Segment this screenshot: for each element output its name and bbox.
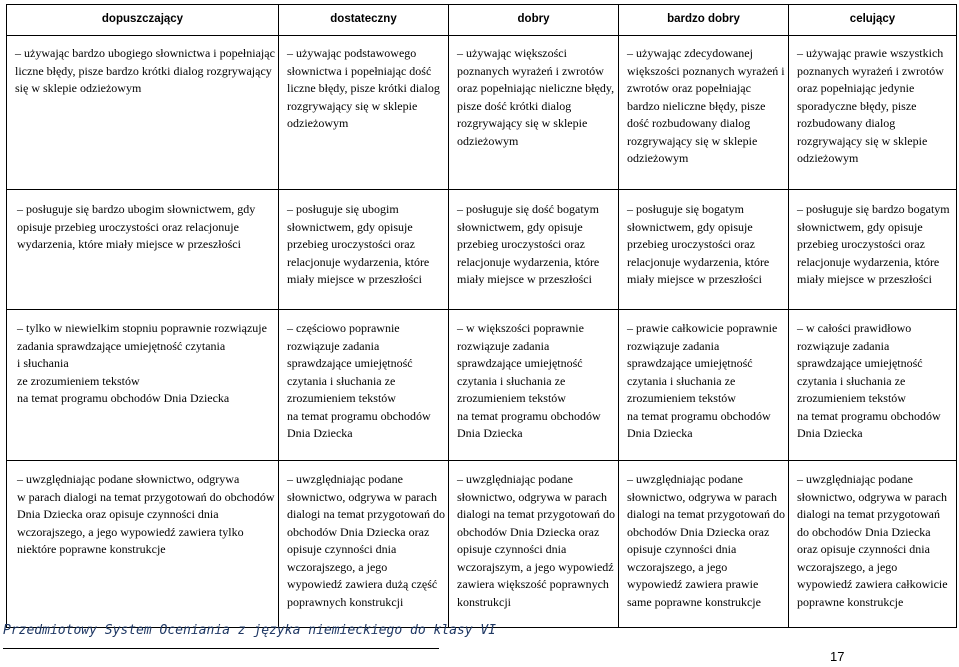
table-row [7,461,957,628]
header-bardzo-dobry: bardzo dobry [619,5,789,36]
criteria-cell: – prawie całkowicie poprawnie rozwiązuje zadania sprawdzające umiejętność czytania i słuchania ze zrozumieniem tekstów na temat programu obchodów Dnia Dziecka [619,310,789,461]
table-row [7,36,957,190]
header-dopuszczajacy: dopuszczający [7,5,279,36]
criteria-cell: – używając bardzo ubogiego słownictwa i popełniając liczne błędy, pisze bardzo krótki dialog rozgrywający się w sklepie odzieżowym [7,36,279,190]
grading-criteria-table [6,4,957,628]
header-celujacy: celujący [789,5,957,36]
criteria-cell: – uwzględniając podane słownictwo, odgrywa w parach dialogi na temat przygotowań do obchodów Dnia Dziecka oraz opisuje czynności dnia wczorajszego, a jego wypowiedź zawiera całkowicie poprawne konstrukcje [789,461,957,628]
header-dostateczny: dostateczny [279,5,449,36]
criteria-cell: – uwzględniając podane słownictwo, odgrywa w parach dialogi na temat przygotowań do obchodów Dnia Dziecka oraz opisuje czynności dnia wczorajszego, a jego wypowiedź zawiera prawie same poprawne konstrukcje [619,461,789,628]
footer-divider [3,648,439,649]
criteria-cell: – posługuje się bardzo bogatym słownictwem, gdy opisuje przebieg uroczystości oraz relacjonuje wydarzenia, które miały miejsce w przeszłości [789,190,957,310]
criteria-cell: – używając zdecydowanej większości poznanych wyrażeń i zwrotów oraz popełniając bardzo nieliczne błędy, pisze dość rozbudowany dialog rozgrywający się w sklepie odzieżowym [619,36,789,190]
criteria-cell: – używając prawie wszystkich poznanych wyrażeń i zwrotów oraz popełniając jedynie sporadyczne błędy, pisze rozbudowany dialog rozgrywający się w sklepie odzieżowym [789,36,957,190]
criteria-cell: – tylko w niewielkim stopniu poprawnie rozwiązuje zadania sprawdzające umiejętność czytania i słuchania ze zrozumieniem tekstów na temat programu obchodów Dnia Dziecka [7,310,279,461]
criteria-cell: – posługuje się dość bogatym słownictwem, gdy opisuje przebieg uroczystości oraz relacjonuje wydarzenia, które miały miejsce w przeszłości [449,190,619,310]
table-row [7,310,957,461]
criteria-cell: – używając podstawowego słownictwa i popełniając dość liczne błędy, pisze krótki dialog rozgrywający się w sklepie odzieżowym [279,36,449,190]
criteria-cell: – posługuje się bogatym słownictwem, gdy opisuje przebieg uroczystości oraz relacjonuje wydarzenia, które miały miejsce w przeszłości [619,190,789,310]
criteria-cell: – uwzględniając podane słownictwo, odgrywa w parach dialogi na temat przygotowań do obchodów Dnia Dziecka oraz opisuje czynności dnia wczorajszego, a jego wypowiedź zawiera dużą część poprawnych konstrukcji [279,461,449,628]
page-number: 17 [830,649,845,664]
criteria-cell: – częściowo poprawnie rozwiązuje zadania sprawdzające umiejętność czytania i słuchania ze zrozumieniem tekstów na temat programu obchodów Dnia Dziecka [279,310,449,461]
criteria-cell: – w całości prawidłowo rozwiązuje zadania sprawdzające umiejętność czytania i słuchania ze zrozumieniem tekstów na temat programu obchodów Dnia Dziecka [789,310,957,461]
header-dobry: dobry [449,5,619,36]
grade-header-row [7,5,957,36]
criteria-cell: – w większości poprawnie rozwiązuje zadania sprawdzające umiejętność czytania i słuchania ze zrozumieniem tekstów na temat programu obchodów Dnia Dziecka [449,310,619,461]
criteria-cell: – posługuje się bardzo ubogim słownictwem, gdy opisuje przebieg uroczystości oraz relacjonuje wydarzenia, które miały miejsce w przeszłości [7,190,279,310]
criteria-cell: – używając większości poznanych wyrażeń i zwrotów oraz popełniając nieliczne błędy, pisze dość krótki dialog rozgrywający się w sklepie odzieżowym [449,36,619,190]
table-row [7,190,957,310]
criteria-cell: – uwzględniając podane słownictwo, odgrywa w parach dialogi na temat przygotowań do obchodów Dnia Dziecka oraz opisuje czynności dnia wczorajszego, a jego wypowiedź zawiera tylko niektóre poprawne konstrukcje [7,461,279,628]
document-footer-title: Przedmiotowy System Oceniania z języka niemieckiego do klasy VI [3,623,497,638]
criteria-cell: – posługuje się ubogim słownictwem, gdy opisuje przebieg uroczystości oraz relacjonuje wydarzenia, które miały miejsce w przeszłości [279,190,449,310]
criteria-cell: – uwzględniając podane słownictwo, odgrywa w parach dialogi na temat przygotowań do obchodów Dnia Dziecka oraz opisuje czynności dnia wczorajszym, a jego wypowiedź zawiera większość poprawnych konstrukcji [449,461,619,628]
